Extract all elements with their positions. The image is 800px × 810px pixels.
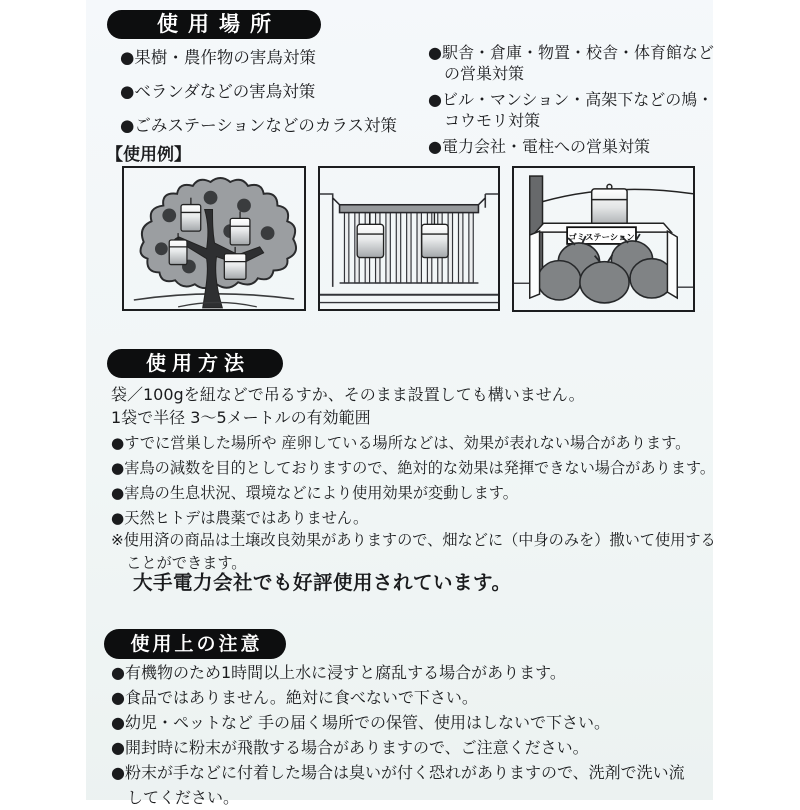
fruit-tree-illustration-box xyxy=(122,166,306,311)
precautions-list xyxy=(111,660,699,810)
list-item: ●ごみステーションなどのカラス対策 xyxy=(120,116,397,135)
usage-method-line: 1袋で半径 3～5メートルの有効範囲 xyxy=(111,408,371,427)
list-item: ●すでに営巣した場所や 産卵している場所などは、効果が表れない場合があります。 xyxy=(111,434,691,452)
repellent-bags xyxy=(357,213,448,258)
usage-method-line: 袋／100gを紐などで吊るすか、そのまま設置しても構いません。 xyxy=(111,385,585,404)
list-item: ●電力会社・電柱への営巣対策 xyxy=(428,137,650,156)
station-sign-text: ゴミステーション xyxy=(568,231,635,242)
enclosure-right-wall xyxy=(667,231,677,298)
note-text: ※使用済の商品は土壌改良効果がありますので、畑などに（中身のみを）撒いて使用することができます。 xyxy=(111,531,716,572)
list-item: ●幼児・ペットなど 手の届く場所での保管、使用はしないで下さい。 xyxy=(111,713,611,732)
list-item: ●害鳥の生息状況、環境などにより使用効果が変動します。 xyxy=(111,484,518,502)
usage-examples-label: 【使用例】 xyxy=(106,145,191,165)
usage-method-header-badge: 使用方法 xyxy=(107,349,283,378)
garbage-station-illustration-box xyxy=(512,166,695,312)
precautions-header-badge: 使用上の注意 xyxy=(104,629,286,659)
usage-places-header-badge: 使用場所 xyxy=(107,10,321,39)
list-item: ●ビル・マンション・高架下などの鳩・コウモリ対策 xyxy=(428,90,714,130)
floor-lines xyxy=(320,295,498,303)
list-item: ●有機物のため1時間以上水に浸すと腐乱する場合があります。 xyxy=(111,663,566,682)
list-item: ●粉末が手などに付着した場合は臭いが付く恐れがありますので、洗剤で洗い流してください。 xyxy=(111,763,685,807)
list-item: ●害鳥の減数を目的としておりますので、絶対的な効果は発揮できない場合があります。 xyxy=(111,459,716,477)
usage-method-notes-list xyxy=(111,431,725,531)
rail-end-caps xyxy=(333,198,486,205)
list-item: ●開封時に粉末が飛散する場合がありますので、ご注意ください。 xyxy=(111,738,589,757)
list-item: ●駅舎・倉庫・物置・校舎・体育館などの営巣対策 xyxy=(428,43,714,83)
list-item: ●天然ヒトデは農薬ではありません。 xyxy=(111,509,369,527)
balcony-illustration-box xyxy=(318,166,500,311)
garbage-bags xyxy=(538,241,674,303)
highlight-statement: 大手電力会社でも好評使用されています。 xyxy=(133,571,512,594)
balcony-railing-illustration xyxy=(320,168,498,309)
list-item: ●果樹・農作物の害鳥対策 xyxy=(120,48,316,67)
usage-places-right-list xyxy=(428,42,720,157)
fruit-tree-illustration xyxy=(124,168,304,309)
usage-places-left-list xyxy=(120,44,397,136)
top-rail xyxy=(340,205,479,213)
list-item: ●食品ではありません。絶対に食べないで下さい。 xyxy=(111,688,478,707)
garbage-station-illustration xyxy=(514,168,693,310)
enclosure-left-wall xyxy=(530,231,540,298)
list-item: ●ベランダなどの害鳥対策 xyxy=(120,82,316,101)
